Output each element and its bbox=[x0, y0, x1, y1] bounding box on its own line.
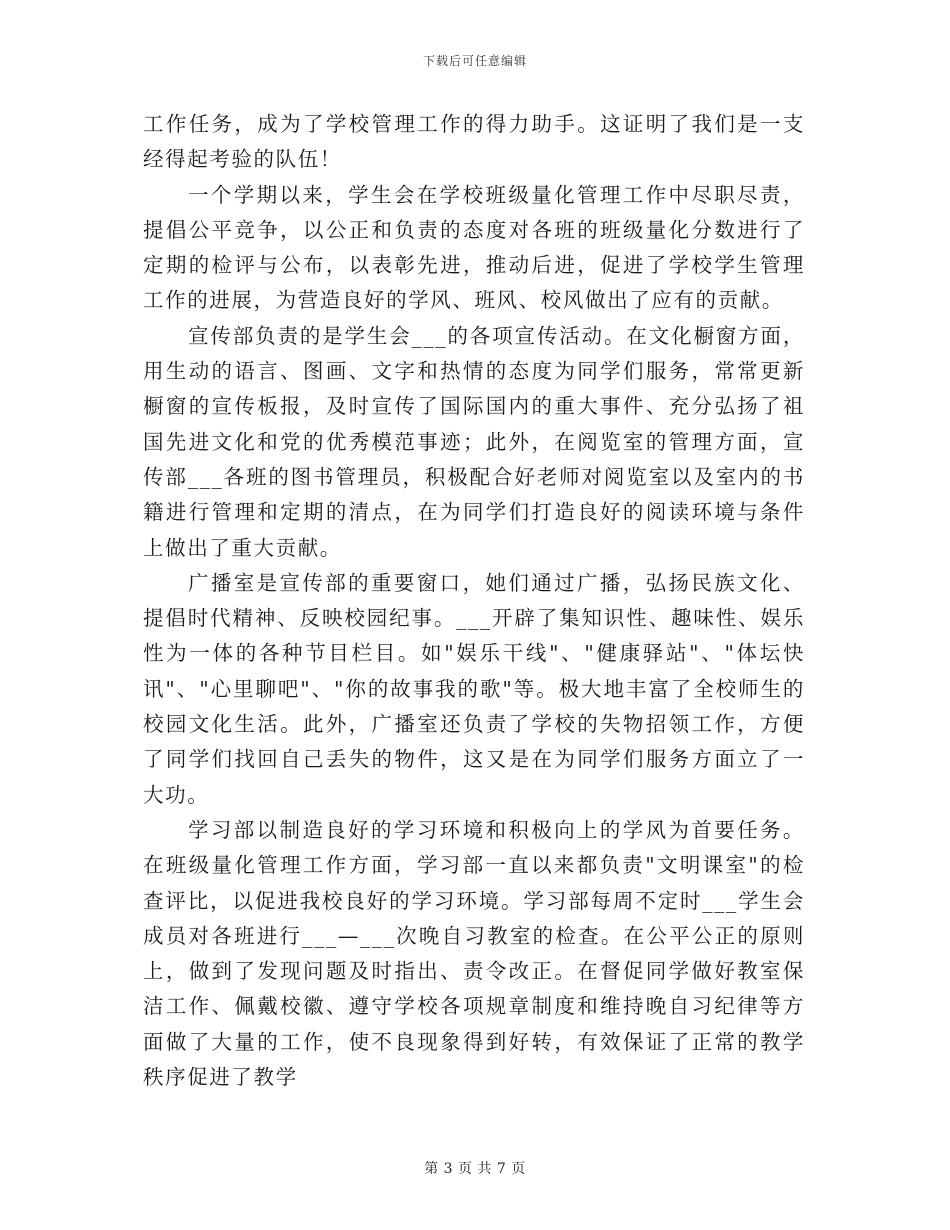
page-header: 下载后可任意编辑 bbox=[422, 54, 527, 68]
page-number-footer: 第 3 页 共 7 页 bbox=[424, 1161, 526, 1177]
paragraph-class-management: 一个学期以来，学生会在学校班级量化管理工作中尽职尽责，提倡公平竞争，以公正和负责的态度对各班的班级量化分数进行了定期的检评与公布，以表彰先进，推动后进，促进了学校学生管理工作的进展，为营造良好的学风、班风、校风做出了应有的贡献。 bbox=[143, 182, 805, 313]
paragraph-publicity-department: 宣传部负责的是学生会___的各项宣传活动。在文化橱窗方面，用生动的语言、图画、文字和热情的态度为同学们服务，常常更新橱窗的宣传板报，及时宣传了国际国内的重大事件、充分弘扬了祖国先进文化和党的优秀模范事迹；此外，在阅览室的管理方面，宣传部___各班的图书管理员，积极配合好老师对阅览室以及室内的书籍进行管理和定期的清点，在为同学们打造良好的阅读环境与条件上做出了重大贡献。 bbox=[143, 323, 805, 560]
paragraph-continuation: 工作任务，成为了学校管理工作的得力助手。这证明了我们是一支经得起考验的队伍！ bbox=[143, 112, 805, 172]
paragraph-broadcast-room: 广播室是宣传部的重要窗口，她们通过广播，弘扬民族文化、提倡时代精神、反映校园纪事。___开辟了集知识性、趣味性、娱乐性为一体的各种节目栏目。如"娱乐干线"、"健康驿站"、"体坛快讯"、"心里聊吧"、"你的故事我的歌"等。极大地丰富了全校师生的校园文化生活。此外，广播室还负责了学校的失物招领工作，方便了同学们找回自己丢失的物件，这又是在为同学们服务方面立了一大功。 bbox=[143, 570, 805, 807]
paragraph-study-department: 学习部以制造良好的学习环境和积极向上的学风为首要任务。在班级量化管理工作方面，学习部一直以来都负责"文明课室"的检查评比，以促进我校良好的学习环境。学习部每周不定时___学生会成员对各班进行___—___次晚自习教室的检查。在公平公正的原则上，做到了发现问题及时指出、责令改正。在督促同学做好教室保洁工作、佩戴校徽、遵守学校各项规章制度和维持晚自习纪律等方面做了大量的工作，使不良现象得到好转，有效保证了正常的教学秩序促进了教学 bbox=[143, 817, 805, 1090]
body-text bbox=[143, 107, 805, 1095]
